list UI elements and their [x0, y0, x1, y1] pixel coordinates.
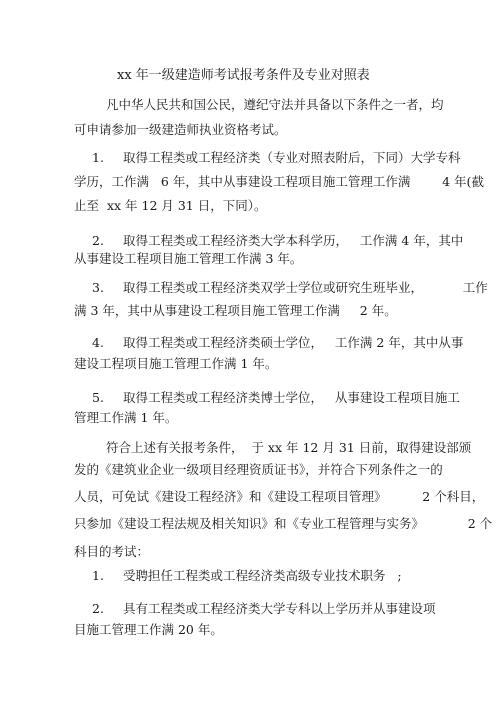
condition-number: 5.	[92, 390, 104, 405]
exemption-line: 人员，可免试《建设工程经济》和《建设工程项目管理》 2 个科目，	[74, 489, 485, 504]
exemption-condition-line: 目施工管理工作满 20 年。	[74, 622, 223, 637]
condition-line: 取得工程类或工程经济类博士学位， 从事建设工程项目施工	[123, 390, 460, 405]
exemption-condition-line: 受聘担任工程类或工程经济类高级专业技术职务 ;	[123, 568, 402, 583]
exemption-condition-number: 1.	[92, 568, 104, 583]
exemption-line: 符合上述有关报考条件， 于 xx 年 12 月 31 日前，取得建设部颁	[106, 440, 472, 455]
condition-line: 取得工程类或工程经济类双学士学位或研究生班毕业， 工作	[123, 280, 488, 295]
intro-line: 可申请参加一级建造师执业资格考试。	[74, 122, 287, 137]
condition-line: 取得工程类或工程经济类（专业对照表附后，下同）大学专科	[123, 150, 461, 165]
condition-number: 1.	[92, 150, 104, 165]
condition-number: 3.	[92, 280, 104, 295]
exemption-condition-number: 2.	[92, 601, 104, 616]
condition-number: 4.	[92, 335, 104, 350]
condition-line: 止至 xx 年 12 月 31 日，下同）。	[74, 198, 267, 213]
condition-line: 从事建设工程项目施工管理工作满 3 年。	[74, 251, 303, 266]
exemption-line: 发的《建筑业企业一级项目经理资质证书》，并符合下列条件之一的	[74, 462, 443, 477]
condition-line: 取得工程类或工程经济类硕士学位， 工作满 2 年，其中从事	[123, 335, 464, 350]
exemption-line: 科目的考试：	[74, 544, 150, 559]
document-title: xx 年一级建造师考试报考条件及专业对照表	[117, 68, 370, 83]
condition-line: 管理工作满 1 年。	[74, 410, 178, 425]
condition-line: 取得工程类或工程经济类大学本科学历， 工作满 4 年，其中	[123, 233, 464, 248]
exemption-line: 只参加《建设工程法规及相关知识》和《专业工程管理与实务》 2 个	[74, 516, 493, 531]
condition-line: 建设工程项目施工管理工作满 1 年。	[74, 356, 278, 371]
exemption-condition-line: 具有工程类或工程经济类大学专科以上学历并从事建设项	[123, 601, 436, 616]
condition-number: 2.	[92, 233, 104, 248]
condition-line: 学历，工作满 6 年，其中从事建设工程项目施工管理工作满 4 年(截	[74, 174, 484, 189]
condition-line: 满 3 年，其中从事建设工程项目施工管理工作满 2 年。	[74, 303, 397, 318]
intro-line: 凡中华人民共和国公民，遵纪守法并具备以下条件之一者，均	[106, 97, 444, 112]
